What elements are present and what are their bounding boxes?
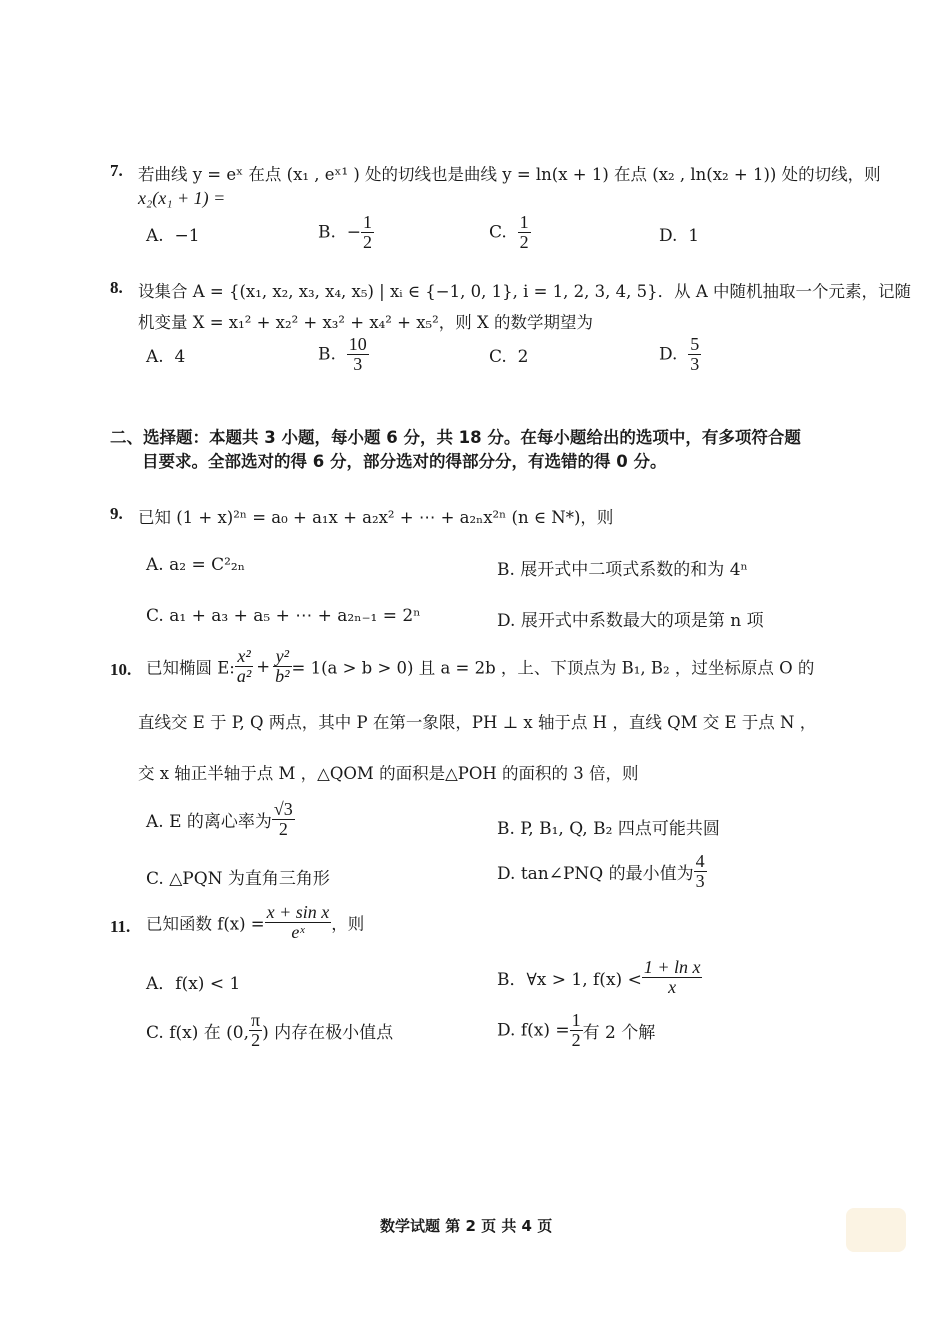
q8-option-a: [146, 347, 185, 367]
q10-number: 10.: [110, 660, 132, 679]
fraction-numerator: 1 + ln x: [643, 957, 701, 977]
plus-sign: +: [256, 656, 271, 676]
fraction-denominator: 2: [571, 1029, 581, 1050]
q11-option-b: [497, 958, 702, 997]
fraction-denominator: x: [668, 976, 677, 997]
q7-number: 7.: [110, 161, 123, 180]
q7-option-c: [489, 213, 531, 252]
option-text: B．∀x > 1, f(x) <: [497, 969, 642, 990]
q11-stem: [146, 903, 364, 942]
q7-option-a: [146, 226, 200, 246]
q8-option-d: [659, 335, 701, 374]
fraction-numerator: y²: [273, 647, 291, 667]
q10-option-a: [146, 800, 295, 839]
q9-option-b: B. 展开式中二项式系数的和为 4ⁿ: [497, 560, 748, 580]
q11-stem-suffix: ，则: [331, 914, 365, 934]
option-label: D.: [659, 344, 678, 365]
fraction-denominator: 2: [251, 1029, 261, 1050]
paper-stain: [846, 1208, 906, 1252]
fraction-numerator: 10: [348, 334, 367, 354]
page-footer: 数学试题 第 2 页 共 4 页: [380, 1217, 553, 1235]
option-text: A. E 的离心率为: [146, 811, 272, 832]
option-text: D. tan∠PNQ 的最小值为: [497, 863, 694, 884]
q11-option-d: [497, 1011, 655, 1050]
option-fraction: [347, 335, 369, 374]
fraction-denominator: 2: [278, 818, 288, 839]
section2-heading-line1: 二、选择题：本题共 3 小题，每小题 6 分，共 18 分。在每小题给出的选项中，有多项符合题: [110, 428, 801, 447]
q10-stem-prefix: 已知椭圆 E:: [146, 658, 235, 678]
fraction-numerator: x + sin x: [266, 902, 330, 922]
option-label: D.: [659, 226, 678, 246]
q9-number: 9.: [110, 504, 123, 523]
fraction-denominator: 3: [690, 353, 700, 374]
option-label: B.: [318, 222, 336, 243]
option-value: −1: [174, 226, 200, 246]
option-label: A.: [146, 347, 164, 367]
q7-option-d: [659, 226, 699, 246]
fraction-numerator: x²: [235, 647, 253, 667]
option-fraction: [688, 335, 701, 374]
q10-stem-line3: 交 x 轴正半轴于点 M ，△QOM 的面积是△POH 的面积的 3 倍，则: [138, 764, 639, 783]
fraction-numerator: π: [251, 1010, 261, 1030]
q8-option-c: [489, 347, 528, 367]
option-text: C. f(x) 在 (0,: [146, 1022, 250, 1043]
option-text-suffix: 有 2 个解: [582, 1022, 656, 1043]
q11-number: 11.: [110, 917, 131, 936]
fraction-numerator: 5: [690, 334, 700, 354]
option-fraction: [272, 800, 295, 839]
option-fraction: [570, 1011, 583, 1050]
option-text: D. f(x) =: [497, 1020, 570, 1041]
q8-stem-line1: 设集合 A = {(x₁, x₂, x₃, x₄, x₅) | xᵢ ∈ {−1, 0, 1}, i = 1, 2, 3, 4, 5}．从 A 中随机抽取一个元素，记随: [138, 282, 912, 301]
q9-stem: 已知 (1 + x)²ⁿ = a₀ + a₁x + a₂x² + ⋯ + a₂ₙx²ⁿ (n ∈ N*)，则: [138, 508, 614, 527]
q9-option-c: C. a₁ + a₃ + a₅ + ⋯ + a₂ₙ₋₁ = 2ⁿ: [146, 606, 421, 626]
q9-option-d: D. 展开式中系数最大的项是第 n 项: [497, 611, 764, 631]
option-fraction: [694, 852, 707, 891]
fraction-numerator: √3: [273, 799, 293, 819]
q11-option-a: A．f(x) < 1: [146, 974, 241, 994]
q10-fraction-x: [235, 647, 253, 686]
option-text-suffix: ) 内存在极小值点: [262, 1022, 394, 1043]
fraction-numerator: 4: [695, 851, 705, 871]
q10-stem-line1: [146, 647, 814, 686]
fraction-numerator: 1: [362, 212, 372, 232]
q7-stem-line1: 若曲线 y = eˣ 在点 (x₁ , eˣ¹ ) 处的切线也是曲线 y = ln(x + 1) 在点 (x₂ , ln(x₂ + 1)) 处的切线，则: [138, 165, 881, 184]
fraction-denominator: 3: [695, 870, 705, 891]
option-fraction: [642, 958, 703, 997]
q7-option-b: [318, 213, 374, 252]
fraction-numerator: 1: [519, 212, 529, 232]
fraction-denominator: 3: [353, 353, 363, 374]
option-sign: −: [346, 222, 361, 243]
q8-stem-line2: 机变量 X = x₁² + x₂² + x₃² + x₄² + x₅²，则 X 的数学期望为: [138, 313, 593, 332]
fraction-denominator: a²: [236, 665, 252, 686]
fraction-denominator: eˣ: [291, 921, 305, 942]
q10-option-b: B. P, B₁, Q, B₂ 四点可能共圆: [497, 819, 720, 839]
q10-stem-suffix: = 1(a > b > 0) 且 a = 2b ，上、下顶点为 B₁, B₂ ，过坐标原点 O 的: [291, 658, 815, 678]
section2-heading-line2: 目要求。全部选对的得 6 分，部分选对的得部分分，有选错的得 0 分。: [142, 452, 667, 471]
fraction-numerator: 1: [571, 1010, 581, 1030]
q9-option-a: A. a₂ = C²₂ₙ: [146, 555, 246, 575]
fraction-denominator: 2: [362, 231, 372, 252]
q10-fraction-y: [273, 647, 291, 686]
option-value: 1: [688, 226, 700, 246]
q8-number: 8.: [110, 278, 123, 297]
option-label: C.: [489, 222, 507, 243]
option-fraction: [518, 213, 531, 252]
q7-stem-line2: x₂(x₁ + 1) =: [138, 188, 226, 208]
q10-option-d: [497, 852, 707, 891]
option-fraction: [249, 1011, 262, 1050]
q10-option-c: C. △PQN 为直角三角形: [146, 869, 330, 889]
option-label: A.: [146, 226, 164, 246]
q8-option-b: [318, 335, 369, 374]
option-label: C.: [489, 347, 507, 367]
q11-stem-prefix: 已知函数 f(x) =: [146, 914, 265, 934]
q10-stem-line2: 直线交 E 于 P, Q 两点，其中 P 在第一象限，PH ⊥ x 轴于点 H ，直线 QM 交 E 于点 N ，: [138, 713, 817, 732]
q11-function-fraction: [265, 903, 332, 942]
option-fraction: [361, 213, 374, 252]
option-value: 4: [174, 347, 186, 367]
q11-option-c: [146, 1011, 393, 1050]
fraction-denominator: 2: [519, 231, 529, 252]
fraction-denominator: b²: [275, 665, 290, 686]
option-value: 2: [517, 347, 529, 367]
option-label: B.: [318, 344, 336, 365]
